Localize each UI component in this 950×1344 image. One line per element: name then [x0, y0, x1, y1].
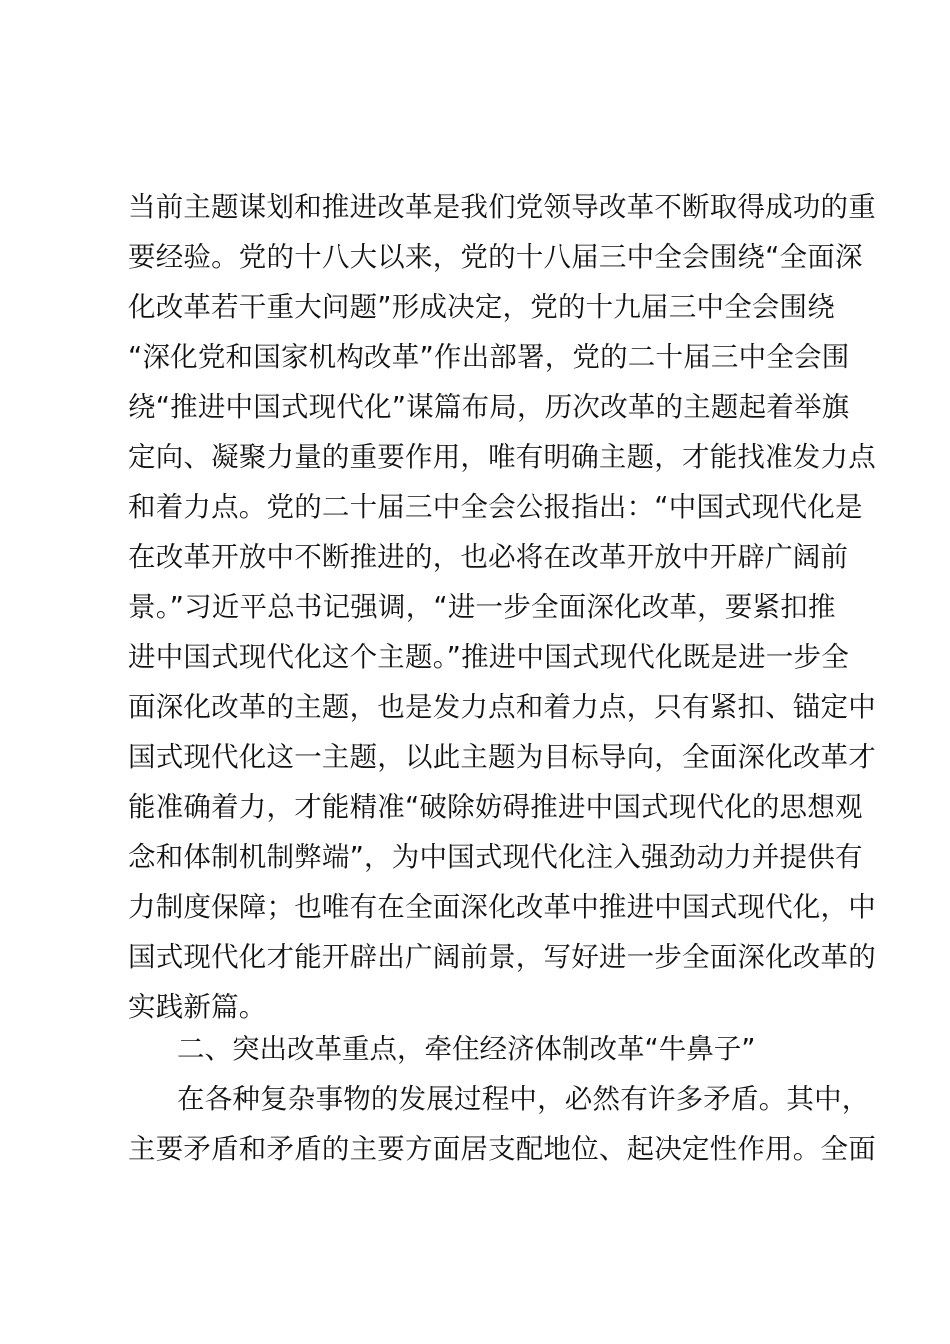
text-line: 在各种复杂事物的发展过程中，必然有许多矛盾。其中，: [177, 1083, 870, 1115]
text-line: “深化党和国家机构改革”作出部署，党的二十届三中全会围: [128, 341, 850, 373]
text-line: 力制度保障；也唯有在全面深化改革中推进中国式现代化，中: [128, 891, 876, 923]
text-line: 化改革若干重大问题”形成决定，党的十九届三中全会围绕: [128, 291, 835, 323]
text-line: 和着力点。党的二十届三中全会公报指出：“中国式现代化是: [128, 491, 863, 523]
text-line: 进中国式现代化这个主题。”推进中国式现代化既是进一步全: [128, 641, 849, 673]
text-line: 面深化改革的主题，也是发力点和着力点，只有紧扣、锚定中: [128, 691, 876, 723]
text-line: 念和体制机制弊端”，为中国式现代化注入强劲动力并提供有: [128, 841, 863, 873]
text-line: 能准确着力，才能精准“破除妨碍推进中国式现代化的思想观: [128, 791, 863, 823]
text-line: 绕“推进中国式现代化”谋篇布局，历次改革的主题起着举旗: [128, 391, 850, 423]
text-line: 景。”习近平总书记强调，“进一步全面深化改革，要紧扣推: [128, 591, 836, 623]
text-line: 实践新篇。: [128, 991, 267, 1023]
section-heading: 二、突出改革重点，牵住经济体制改革“牛鼻子”: [177, 1033, 756, 1065]
text-line: 定向、凝聚力量的重要作用，唯有明确主题，才能找准发力点: [128, 441, 876, 473]
body-paragraph-1: [128, 182, 876, 1032]
text-line: 在改革开放中不断推进的，也必将在改革开放中开辟广阔前: [128, 541, 849, 573]
body-paragraph-2: [128, 1074, 876, 1174]
text-line: 国式现代化才能开辟出广阔前景，写好进一步全面深化改革的: [128, 941, 876, 973]
text-line: 当前主题谋划和推进改革是我们党领导改革不断取得成功的重: [128, 191, 876, 223]
text-line: 主要矛盾和矛盾的主要方面居支配地位、起决定性作用。全面: [128, 1133, 876, 1165]
text-line: 国式现代化这一主题，以此主题为目标导向，全面深化改革才: [128, 741, 876, 773]
text-line: 要经验。党的十八大以来，党的十八届三中全会围绕“全面深: [128, 241, 863, 273]
